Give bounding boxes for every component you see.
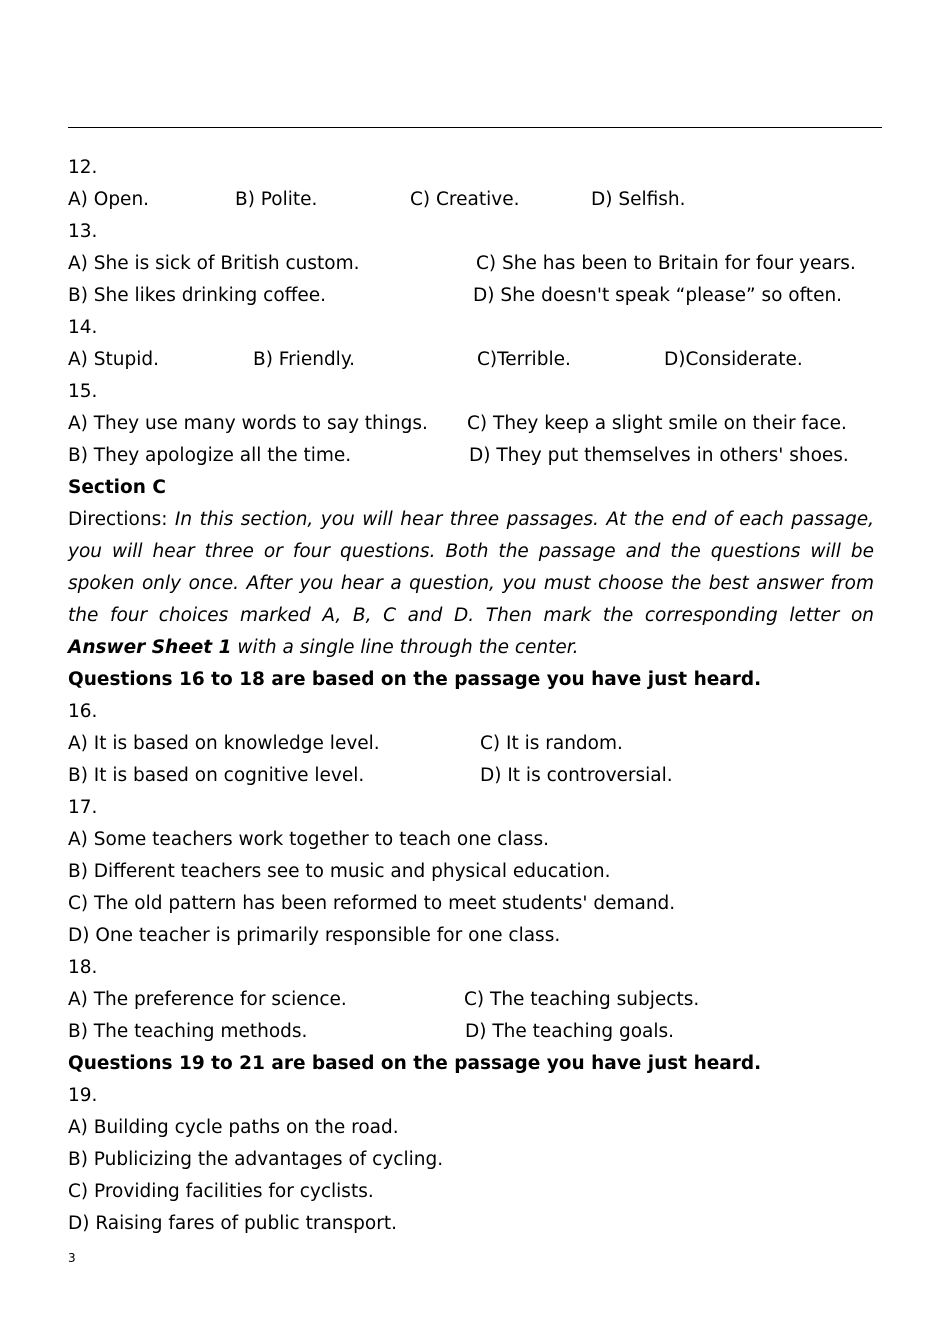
option-d: D) It is controversial. — [480, 765, 673, 786]
directions-paragraph — [68, 504, 874, 664]
section-title: Section C — [68, 477, 166, 498]
option-b: B) Polite. — [235, 189, 318, 210]
directions-text: In this section, you will hear three passages. At the end of each passage, you will hear three or four questions. Both the passage and the questions will be spoken only once. After you hear a question, you must choose the best answer from the four choices marked A, B, C and D. Then mark the corresponding letter on — [68, 509, 874, 626]
option-d: D) They put themselves in others' shoes. — [469, 445, 849, 466]
options-row — [68, 248, 874, 280]
option-d: D) The teaching goals. — [465, 1021, 675, 1042]
header-rule — [68, 127, 882, 128]
option-b: B) Publicizing the advantages of cycling. — [68, 1149, 444, 1170]
option-c: C) She has been to Britain for four years. — [476, 253, 856, 274]
option-d: D) She doesn't speak “please” so often. — [473, 285, 843, 306]
option-b: B) They apologize all the time. — [68, 445, 352, 466]
option-a: A) It is based on knowledge level. — [68, 733, 380, 754]
option-b: B) She likes drinking coffee. — [68, 285, 327, 306]
option-a: A) Open. — [68, 189, 150, 210]
options-row — [68, 760, 874, 792]
directions-label: Directions: — [68, 509, 168, 530]
option-a: A) Some teachers work together to teach one class. — [68, 829, 549, 850]
option-a: A) Stupid. — [68, 349, 159, 370]
option-c: C) Creative. — [410, 189, 520, 210]
question-number: 18. — [68, 957, 98, 978]
options-row — [68, 440, 874, 472]
directions-text-end: with a single line through the center. — [237, 637, 579, 658]
options-row — [68, 280, 874, 312]
question-number: 12. — [68, 157, 98, 178]
question-number: 13. — [68, 221, 98, 242]
option-a: A) They use many words to say things. — [68, 413, 428, 434]
options-row — [68, 984, 874, 1016]
question-group-heading: Questions 16 to 18 are based on the passage you have just heard. — [68, 669, 762, 690]
option-a: A) The preference for science. — [68, 989, 347, 1010]
options-row — [68, 728, 874, 760]
question-group-heading: Questions 19 to 21 are based on the passage you have just heard. — [68, 1053, 762, 1074]
option-c: C) It is random. — [480, 733, 623, 754]
options-row — [68, 184, 874, 216]
option-c: C)Terrible. — [477, 349, 571, 370]
option-c: C) The old pattern has been reformed to meet students' demand. — [68, 893, 676, 914]
options-row — [68, 408, 874, 440]
option-c: C) They keep a slight smile on their face. — [467, 413, 847, 434]
document-body — [68, 152, 874, 1240]
option-a: A) Building cycle paths on the road. — [68, 1117, 399, 1138]
option-b: B) It is based on cognitive level. — [68, 765, 365, 786]
option-a: A) She is sick of British custom. — [68, 253, 360, 274]
option-b: B) The teaching methods. — [68, 1021, 308, 1042]
question-number: 17. — [68, 797, 98, 818]
answer-sheet-label: Answer Sheet 1 — [68, 637, 232, 658]
option-c: C) Providing facilities for cyclists. — [68, 1181, 374, 1202]
option-d: D) One teacher is primarily responsible for one class. — [68, 925, 561, 946]
option-b: B) Friendly. — [253, 349, 356, 370]
question-number: 15. — [68, 381, 98, 402]
option-c: C) The teaching subjects. — [464, 989, 700, 1010]
question-number: 16. — [68, 701, 98, 722]
question-number: 19. — [68, 1085, 98, 1106]
option-d: D) Selfish. — [591, 189, 686, 210]
options-row — [68, 1016, 874, 1048]
page-number: 3 — [68, 1251, 76, 1265]
option-d: D) Raising fares of public transport. — [68, 1213, 397, 1234]
options-row — [68, 344, 874, 376]
option-b: B) Different teachers see to music and physical education. — [68, 861, 611, 882]
option-d: D)Considerate. — [664, 349, 803, 370]
question-number: 14. — [68, 317, 98, 338]
